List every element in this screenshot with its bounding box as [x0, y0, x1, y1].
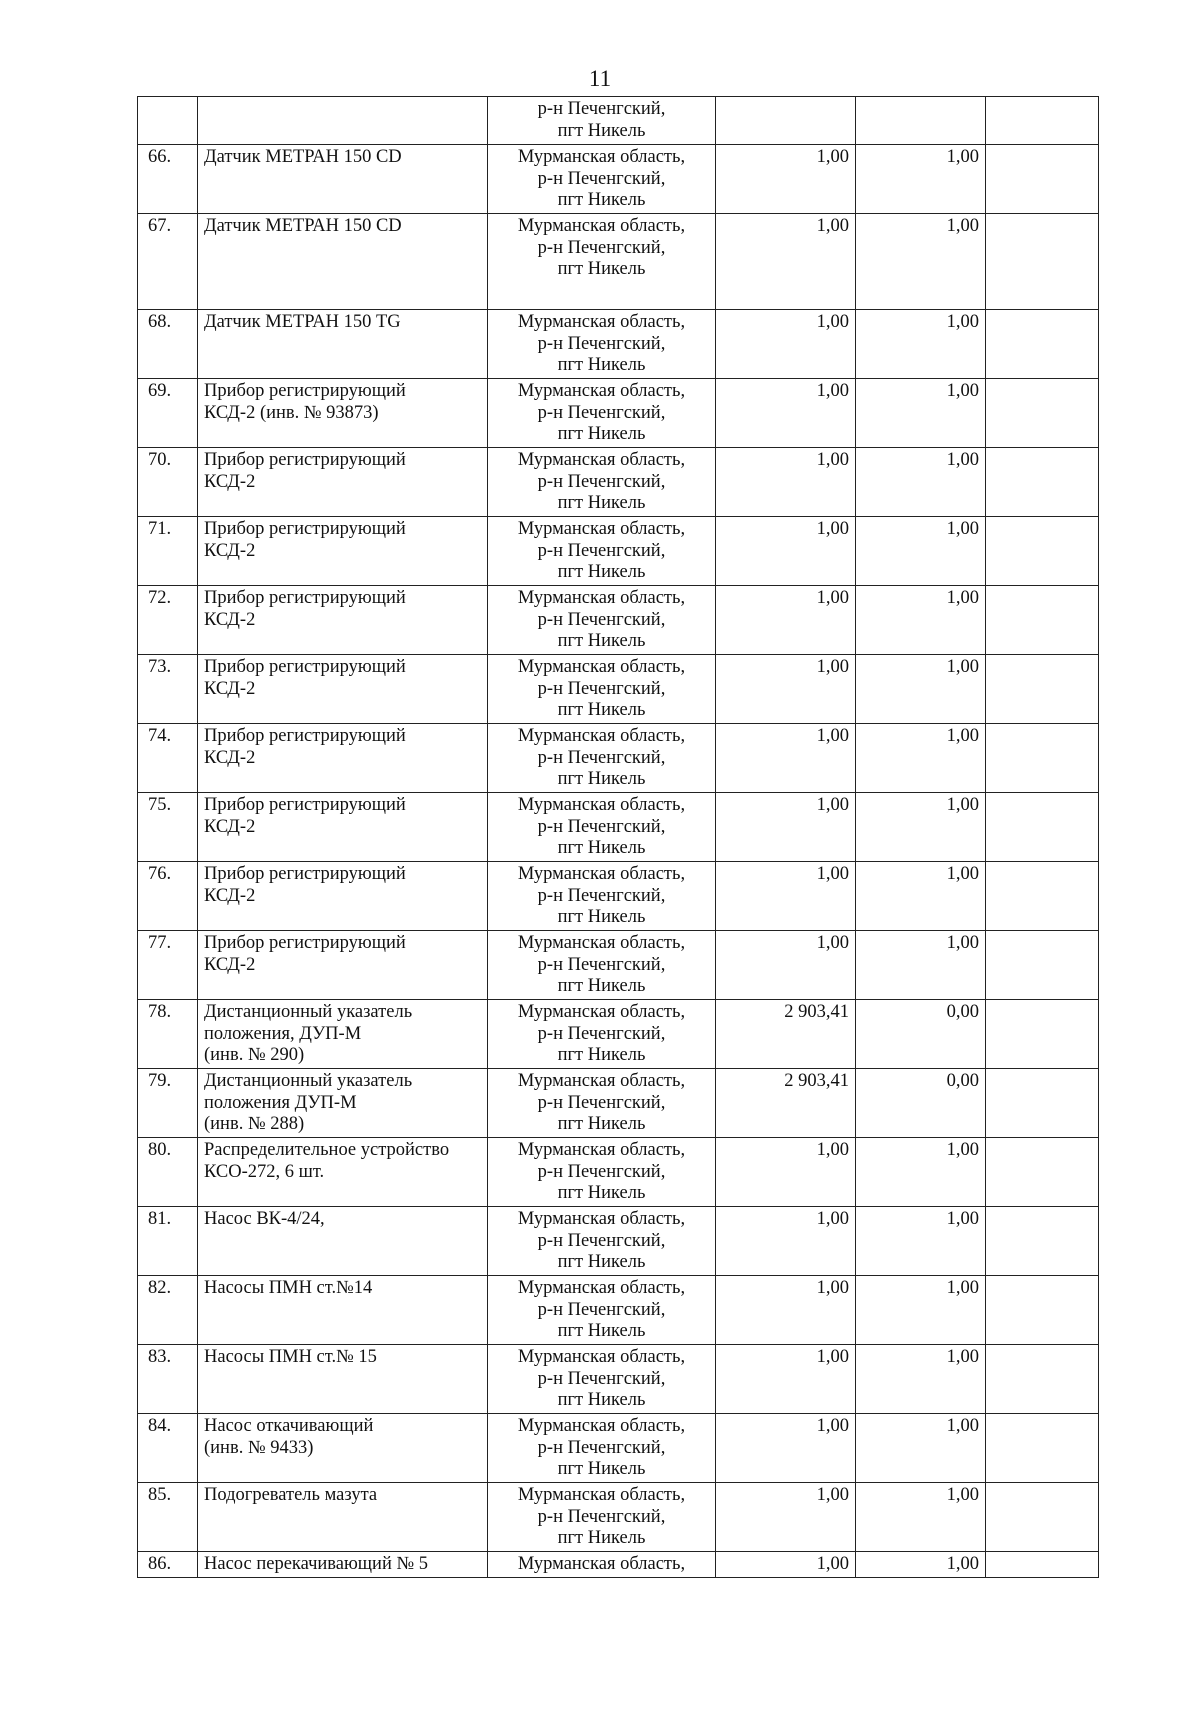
item-name: Дистанционный указатель положения, ДУП-М (инв. № 290): [198, 1000, 488, 1069]
item-value-2: 1,00: [856, 931, 986, 1000]
item-value-2: 1,00: [856, 724, 986, 793]
item-address: Мурманская область, р-н Печенгский, пгт Никель: [488, 448, 716, 517]
row-number: 69.: [138, 379, 198, 448]
item-value-2: 1,00: [856, 793, 986, 862]
item-address: Мурманская область, р-н Печенгский, пгт Никель: [488, 1345, 716, 1414]
item-value-2: 1,00: [856, 1276, 986, 1345]
item-value-1: 1,00: [716, 724, 856, 793]
item-value-2: 1,00: [856, 862, 986, 931]
item-name: Прибор регистрирующий КСД-2: [198, 655, 488, 724]
table-row: [138, 1345, 1099, 1414]
item-value-1: 1,00: [716, 655, 856, 724]
row-number: 75.: [138, 793, 198, 862]
item-extra: [986, 1207, 1099, 1276]
item-name: Распределительное устройство КСО-272, 6 шт.: [198, 1138, 488, 1207]
item-extra: [986, 1138, 1099, 1207]
item-value-1: 1,00: [716, 1414, 856, 1483]
property-table: [137, 96, 1099, 1578]
table-row: [138, 655, 1099, 724]
item-name: Насосы ПМН ст.№ 15: [198, 1345, 488, 1414]
item-name: Прибор регистрирующий КСД-2: [198, 931, 488, 1000]
table-row: [138, 310, 1099, 379]
item-name: Прибор регистрирующий КСД-2: [198, 448, 488, 517]
item-name: Насос откачивающий (инв. № 9433): [198, 1414, 488, 1483]
item-extra: [986, 97, 1099, 145]
item-address: Мурманская область, р-н Печенгский, пгт Никель: [488, 379, 716, 448]
item-name: Прибор регистрирующий КСД-2: [198, 586, 488, 655]
table-row: [138, 1138, 1099, 1207]
item-value-2: 1,00: [856, 1414, 986, 1483]
row-number: 71.: [138, 517, 198, 586]
table-row: [138, 793, 1099, 862]
item-value-1: 1,00: [716, 1276, 856, 1345]
table-row: [138, 1069, 1099, 1138]
item-extra: [986, 448, 1099, 517]
item-extra: [986, 586, 1099, 655]
item-value-1: 1,00: [716, 586, 856, 655]
item-value-1: 1,00: [716, 214, 856, 310]
item-extra: [986, 517, 1099, 586]
table-row: [138, 586, 1099, 655]
item-value-2: 1,00: [856, 1552, 986, 1578]
item-value-2: 0,00: [856, 1000, 986, 1069]
item-address: Мурманская область, р-н Печенгский, пгт Никель: [488, 862, 716, 931]
item-address: Мурманская область, р-н Печенгский, пгт Никель: [488, 931, 716, 1000]
row-number: 76.: [138, 862, 198, 931]
item-value-1: 1,00: [716, 1345, 856, 1414]
row-number: 83.: [138, 1345, 198, 1414]
item-value-2: 1,00: [856, 310, 986, 379]
table-row: [138, 448, 1099, 517]
item-name: Прибор регистрирующий КСД-2: [198, 724, 488, 793]
item-address: Мурманская область, р-н Печенгский, пгт Никель: [488, 1207, 716, 1276]
item-extra: [986, 379, 1099, 448]
item-value-1: 1,00: [716, 862, 856, 931]
item-value-1: 1,00: [716, 145, 856, 214]
item-value-2: 1,00: [856, 655, 986, 724]
table-row: [138, 145, 1099, 214]
item-value-2: 1,00: [856, 214, 986, 310]
item-name: Прибор регистрирующий КСД-2: [198, 862, 488, 931]
item-address: Мурманская область, р-н Печенгский, пгт Никель: [488, 1276, 716, 1345]
row-number: 73.: [138, 655, 198, 724]
item-value-2: 1,00: [856, 1483, 986, 1552]
item-extra: [986, 1345, 1099, 1414]
item-value-1: 1,00: [716, 379, 856, 448]
item-name: Насосы ПМН ст.№14: [198, 1276, 488, 1345]
table-row: [138, 1000, 1099, 1069]
item-value-1: 1,00: [716, 1207, 856, 1276]
row-number: 68.: [138, 310, 198, 379]
item-value-2: 1,00: [856, 517, 986, 586]
item-address: Мурманская область, р-н Печенгский, пгт Никель: [488, 655, 716, 724]
item-value-2: 1,00: [856, 448, 986, 517]
item-address: Мурманская область,: [488, 1552, 716, 1578]
item-address: р-н Печенгский, пгт Никель: [488, 97, 716, 145]
item-name: Насос ВК-4/24,: [198, 1207, 488, 1276]
row-number: 84.: [138, 1414, 198, 1483]
item-name: Прибор регистрирующий КСД-2: [198, 793, 488, 862]
item-name: Датчик МЕТРАН 150 CD: [198, 145, 488, 214]
row-number: 67.: [138, 214, 198, 310]
item-extra: [986, 862, 1099, 931]
item-extra: [986, 1000, 1099, 1069]
item-address: Мурманская область, р-н Печенгский, пгт Никель: [488, 1069, 716, 1138]
row-number: 86.: [138, 1552, 198, 1578]
item-name: Прибор регистрирующий КСД-2 (инв. № 93873): [198, 379, 488, 448]
item-extra: [986, 931, 1099, 1000]
item-value-1: 1,00: [716, 310, 856, 379]
item-extra: [986, 1069, 1099, 1138]
item-extra: [986, 1552, 1099, 1578]
item-value-1: 1,00: [716, 517, 856, 586]
page-number: 11: [588, 66, 612, 91]
item-value-2: 1,00: [856, 1138, 986, 1207]
item-extra: [986, 214, 1099, 310]
item-value-2: 1,00: [856, 145, 986, 214]
table-row: [138, 1207, 1099, 1276]
item-address: Мурманская область, р-н Печенгский, пгт Никель: [488, 1414, 716, 1483]
row-number: 82.: [138, 1276, 198, 1345]
row-number: 85.: [138, 1483, 198, 1552]
item-name: [198, 97, 488, 145]
item-value-2: 1,00: [856, 586, 986, 655]
row-number: 81.: [138, 1207, 198, 1276]
row-number: 70.: [138, 448, 198, 517]
item-name: Прибор регистрирующий КСД-2: [198, 517, 488, 586]
item-extra: [986, 1276, 1099, 1345]
item-name: Датчик МЕТРАН 150 TG: [198, 310, 488, 379]
item-name: Дистанционный указатель положения ДУП-М (инв. № 288): [198, 1069, 488, 1138]
item-extra: [986, 793, 1099, 862]
row-number: 80.: [138, 1138, 198, 1207]
table-row: [138, 517, 1099, 586]
item-extra: [986, 145, 1099, 214]
item-value-2: 1,00: [856, 379, 986, 448]
table-body: [138, 97, 1099, 1578]
table-row: [138, 862, 1099, 931]
table-row: [138, 1552, 1099, 1578]
item-address: Мурманская область, р-н Печенгский, пгт Никель: [488, 1000, 716, 1069]
table-row-continued: [138, 97, 1099, 145]
item-value-2: [856, 97, 986, 145]
item-extra: [986, 655, 1099, 724]
item-value-2: 1,00: [856, 1207, 986, 1276]
item-address: Мурманская область, р-н Печенгский, пгт Никель: [488, 1483, 716, 1552]
row-number: 66.: [138, 145, 198, 214]
item-value-1: 1,00: [716, 1138, 856, 1207]
item-address: Мурманская область, р-н Печенгский, пгт Никель: [488, 724, 716, 793]
item-value-1: 1,00: [716, 1483, 856, 1552]
item-value-2: 0,00: [856, 1069, 986, 1138]
table-row: [138, 931, 1099, 1000]
item-extra: [986, 1414, 1099, 1483]
row-number: 72.: [138, 586, 198, 655]
item-address: Мурманская область, р-н Печенгский, пгт Никель: [488, 310, 716, 379]
table-row: [138, 379, 1099, 448]
row-number: 77.: [138, 931, 198, 1000]
item-name: Подогреватель мазута: [198, 1483, 488, 1552]
table-row: [138, 1483, 1099, 1552]
table-row: [138, 724, 1099, 793]
item-value-1: 2 903,41: [716, 1069, 856, 1138]
item-value-1: 1,00: [716, 793, 856, 862]
item-value-2: 1,00: [856, 1345, 986, 1414]
row-number: 78.: [138, 1000, 198, 1069]
row-number: 74.: [138, 724, 198, 793]
row-number: [138, 97, 198, 145]
table-row: [138, 1414, 1099, 1483]
item-value-1: 2 903,41: [716, 1000, 856, 1069]
item-address: Мурманская область, р-н Печенгский, пгт Никель: [488, 586, 716, 655]
item-address: Мурманская область, р-н Печенгский, пгт Никель: [488, 145, 716, 214]
item-address: Мурманская область, р-н Печенгский, пгт Никель: [488, 793, 716, 862]
item-name: Насос перекачивающий № 5: [198, 1552, 488, 1578]
item-address: Мурманская область, р-н Печенгский, пгт Никель: [488, 517, 716, 586]
item-name: Датчик МЕТРАН 150 CD: [198, 214, 488, 310]
table-row: [138, 1276, 1099, 1345]
table-row: [138, 214, 1099, 310]
item-extra: [986, 724, 1099, 793]
item-value-1: 1,00: [716, 448, 856, 517]
item-address: Мурманская область, р-н Печенгский, пгт Никель: [488, 214, 716, 310]
item-extra: [986, 310, 1099, 379]
item-extra: [986, 1483, 1099, 1552]
item-value-1: [716, 97, 856, 145]
item-value-1: 1,00: [716, 931, 856, 1000]
item-value-1: 1,00: [716, 1552, 856, 1578]
row-number: 79.: [138, 1069, 198, 1138]
item-address: Мурманская область, р-н Печенгский, пгт Никель: [488, 1138, 716, 1207]
